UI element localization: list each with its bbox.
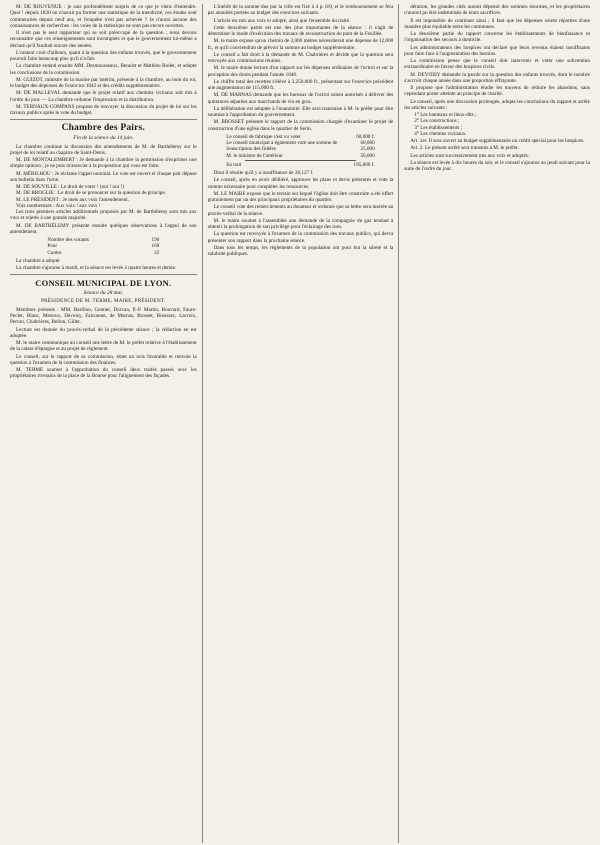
paragraph: Les articles sont successivement mis aux voix et adoptés. [410,152,530,159]
paragraph: La deuxième partie du rapport concerne les établissements de bienfaisance et l'organisation des secours à domicile. [404,31,590,44]
paragraph: La chambre continue la discussion des amendements de M. de Barthélemy sur le projet de loi relatif au chapitre de Saint-Denis. [10,143,197,156]
paragraph: M. DE ROUVENUE : je suis profondément surpris de ce que je viens d'entendre. Quoi ! depuis 1820 on n'aurait pu former une statistique de la mendicité, ces études sont commencées depuis neuf ans, et l'enquête n'est pas achevée ? Je n'aurai aucune des connaissances de recherches : les voies de la statistique ne sont pas encore ouvertes. [10,4,197,29]
vote-row-value: 22 [154,249,160,256]
paragraph: Les trois premiers articles additionnels proposés par M. de Barthélemy sont mis aux voix et rejetés à une grande majorité. [10,209,197,222]
paragraph: M. le maire communique au conseil une lettre de M. le préfet relative à l'établissement de la caisse d'épargne et au projet de règlement. [10,340,197,353]
paragraph: Le conseil vote des remerciements au donateur et ordonne que sa lettre sera insérée au procès-verbal de la séance. [207,204,394,217]
budget-row [226,153,375,159]
budget-value: 25,000 [360,146,375,153]
paragraph: Le conseil, après en avoir délibéré, approuve les plans et devis présentés et vote la somme nécessaire pour compléter les ressources. [207,177,394,190]
paragraph: Il est impossible de continuer ainsi ; il faut que les dépenses soient réparties d'une manière plus équitable entre les communes. [404,17,590,30]
paragraph: Le conseil, après une discussion prolongée, adopte les conclusions du rapport et arrête les articles suivants : [404,98,590,111]
section-divider [10,274,197,275]
budget-value: 60,000 f. [356,133,375,140]
paragraph: La délibération est adoptée à l'unanimité. Elle sera transmise à M. le préfet pour être soumise à l'approbation du gouvernement. [207,105,394,118]
quoted-exchange [16,184,197,209]
paragraph: La chambre entend ensuite MM. Desmousseaux, Benoist et Mathieu Bodet, et adopte les conclusions de la commission. [10,63,197,76]
column-2 [202,4,399,843]
list-item: 2° Les constructions ; [414,118,460,125]
column-1 [5,4,202,843]
paragraph: Le chiffre total des recettes s'élève à 3,250,000 fr., présentant sur l'exercice précédent une augmentation de 115,000 fr. [207,78,394,91]
quote-line: M. DE BROGLIE : Le droit de se prononcer sur la question de principe. [16,190,166,197]
section-title-conseil-municipal: CONSEIL MUNICIPAL DE LYON. [35,278,172,289]
list-item: 3° Les établissements ; [414,124,463,131]
paragraph: M. TERME soumet à l'approbation du conseil deux traités passés avec les propriétaires riverains de la place de la Bourse pour l'alignement des façades. [10,367,197,380]
col1-intro [10,4,197,116]
budget-total-value: 195,000 f. [353,161,375,168]
enumerated-list [414,112,590,137]
quote-line: M. DE SOUVILLE : Le droit de voter ! (oui ! oui !) [16,184,124,190]
budget-label: Le conseil de fabrique s'est vu voter [226,133,301,140]
paragraph: M. DEVOISY demande la parole sur la question des enfants trouvés, dont le nombre s'accroît chaque année dans une proportion effrayante. [404,71,590,84]
paragraph: M. DE MALLEVAL demande que le projet relatif aux chemins vicinaux soit mis à l'ordre du jour. — La chambre ordonne l'impression et la distribution. [10,90,197,103]
quote-line: M. LE PRÉSIDENT : Je mets aux voix l'amendement. [16,196,129,203]
paragraph: La chambre s'ajourne à mardi, et la séance est levée à quatre heures et demie. [16,265,177,271]
paragraph: Le conseil, sur le rapport de sa commission, émet un avis favorable et renvoie la question à l'examen de la commission des finances. [10,353,197,366]
paragraph: M. le maire donne lecture d'un rapport sur les dépenses ordinaires de l'octroi et sur la perception des droits pendant l'année 1840. [207,65,394,78]
quote-line: Voix nombreuses : Aux voix ! aux voix ! [16,202,101,209]
paragraph: M. LE MAIRE expose que le terrain sur lequel l'église doit être construite a été offert gratuitement par un des principaux propriétaires du quartier. [207,190,394,203]
total-rule [245,160,356,161]
paragraph: M. BROSSET présente le rapport de la commission chargée d'examiner le projet de construction d'une église dans le quartier de Serin. [207,119,394,132]
paragraph: Dont il résulte qu'il y a insuffisance de 28,127 f. [213,170,314,176]
paragraph: Dans tous les temps, les règlements de la population ont pour but la sûreté et la salubrité publiques. [207,244,394,257]
paragraph: Il propose que l'administration étudie les moyens de réduire les abandons, sans cependant porter atteinte au principe de charité. [404,85,590,98]
vote-total-value: 190 [151,237,160,243]
paragraph: M. MÉRILHOU : Je réclame l'appel nominal. Le vote est ouvert et chaque pair dépose son bulletin dans l'urne. [10,170,197,183]
paragraph: M. TERNAUX-COMPANS propose de renvoyer la discussion du projet de loi sur les travaux publics après le vote du budget. [10,103,197,116]
paragraph: La commission pense que le conseil doit intervenir et voter une subvention extraordinaire en faveur des hospices civils. [404,58,590,71]
budget-value: 60,000 [360,140,375,146]
vote-row-label: Pour [47,243,58,250]
vote-row [47,250,159,256]
paragraph: Art. 2. Le présent arrêté sera transmis à M. le préfet. [410,145,519,152]
budget-label: M. le ministre de l'intérieur [226,152,283,159]
paragraph: M. GUIZOT, ministre de la marine par intérim, présente à la chambre, au nom du roi, le budget des dépenses de l'exercice 1842 et des crédits supplémentaires. [10,76,197,89]
vote-tally [10,237,197,256]
paragraph: Cette deuxième partie est une des plus importantes de la séance : il s'agit de déterminer le mode d'exécution des travaux de reconstruction du pont de la Feuillée. [207,24,394,37]
paragraph: Les administrateurs des hospices ont déclaré que leurs revenus étaient insuffisants pour faire face à l'augmentation des besoins. [404,44,590,57]
paragraph: Il n'est pas le seul rapporteur qui se soit préoccupé de la question ; nous devons reconnaître que ces renseignements sont incomplets et que le gouvernement lui-même a déclaré qu'il faudrait encore des années. [10,30,197,49]
presidency-line: PRÉSIDENCE DE M. TERME, MAIRE, PRÉSIDENT. [41,298,166,304]
paragraph: Le conseil a fait droit à la demande de M. Chabrières et décide que la question sera renvoyée aux commissions réunies. [207,51,394,64]
paragraph: M. DE BARTHÉLEMY présente ensuite quelques observations à l'appui de son amendement. [10,222,197,235]
paragraph: M. DE MONTALEMBERT : Je demande à la chambre la permission d'exprimer une simple opinion ; je ne puis m'associer à la proposition qui vous est faite. [10,157,197,170]
budget-total-row [226,162,375,168]
vote-row-value: 168 [151,243,160,250]
paragraph: L'intérêt de la somme due par la ville est fixé à 4 p. 0/0, et le remboursement se fera par annuités portées au budget des exercices suivants. [207,4,394,17]
paragraph: L'orateur croit d'ailleurs, quant à la question des enfants trouvés, que le gouvernement pourrait faire beaucoup plus qu'il n'a fait. [10,49,197,62]
paragraph: M. le maire soumet à l'assemblée une demande de la compagnie du gaz tendant à obtenir la prolongation de son privilège pour l'éclairage des rues. [207,217,394,230]
paragraph: dération, les grandes cités auront dépensé des sommes énormes, et les propriétaires n'auront pu être indemnisés de leurs sacrifices. [404,4,590,17]
budget-table [208,134,394,168]
budget-value: 50,000 [360,152,375,159]
budget-label: Souscription des fidèles [226,146,276,153]
column-3 [398,4,595,843]
list-item: 1° Les hameaux et lieux-dits ; [414,112,477,118]
paragraph: La question est renvoyée à l'examen de la commission des travaux publics, qui devra présenter son rapport dans la prochaine séance. [207,231,394,244]
paragraph: L'article est mis aux voix et adopté, ainsi que l'ensemble du traité. [213,17,351,24]
section-subtitle: Séance du 28 mai. [83,290,124,297]
paragraph: Lecture est donnée du procès-verbal de la précédente séance ; la rédaction en est adoptée. [10,326,197,339]
paragraph: La séance est levée à dix heures du soir, et le conseil s'ajourne au jeudi suivant pour la suite de l'ordre du jour. [404,159,590,172]
paragraph: M. DE MARNAS demande que les bureaux de l'octroi soient autorisés à délivrer des quittances séparées aux marchands de vin en gros. [207,92,394,105]
paragraph: M. le maire expose qu'un chemin de 2,000 mètres nécessiterait une dépense de 12,000 fr., et qu'il conviendrait de prévoir la somme au budget supplémentaire. [207,38,394,51]
section-subtitle: Fin de la séance du 14 juin. [73,135,134,142]
paragraph: La chambre a adopté. [16,257,61,264]
section-title-chambre-des-pairs: Chambre des Pairs. [61,123,146,134]
paragraph: Membres présents : MM. Barillon, Gentier, Dorvan, P.-P. Martin, Bouvard, Faure-Peclet, Blanc, Menoux, Devoisy, Falconnet, de Marnas, Brosset, Rieussec, Lacroix, Perron, Chabrières, Bellon, Gillet. [10,306,197,326]
vote-total-label: Nombre des votants [47,237,89,243]
budget-total-label: En tout [226,161,242,168]
budget-label: Le conseil municipal a également voté une somme de [226,140,338,146]
paragraph: Art. 1er. Il sera ouvert au budget supplémentaire un crédit spécial pour les hospices. [410,138,585,144]
vote-row-label: Contre [47,249,62,256]
section-divider [10,119,197,120]
list-item: 4° Les chemins vicinaux. [414,130,467,137]
